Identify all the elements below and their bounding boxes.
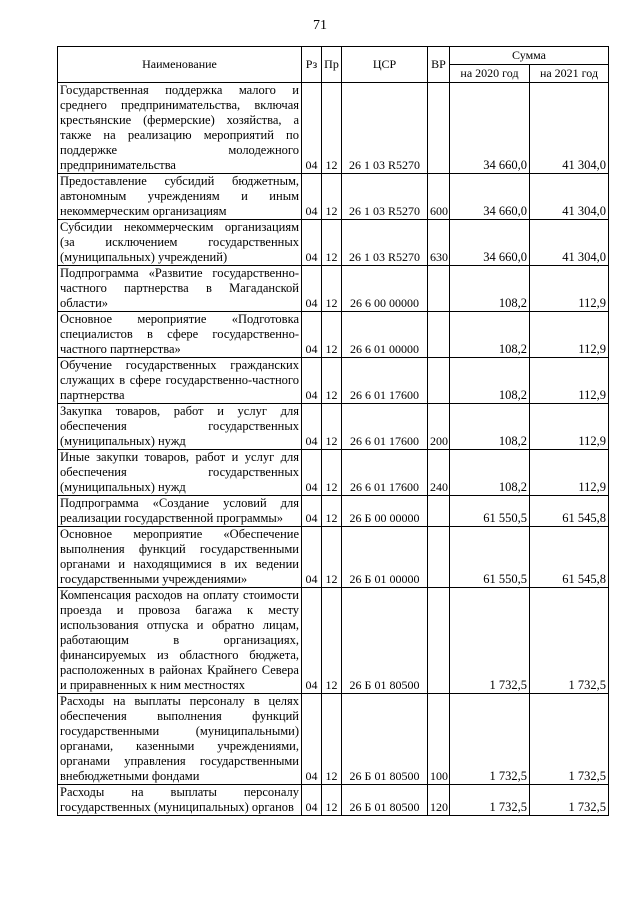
row-sum-2021: 1 732,5	[530, 694, 609, 785]
row-sum-2021: 61 545,8	[530, 527, 609, 588]
row-name: Субсидии некоммерческим организациям (за исключением государственных (муниципальных) учреждений)	[58, 220, 302, 266]
row-vr	[428, 588, 450, 694]
table-row	[58, 220, 609, 266]
row-rz: 04	[302, 266, 322, 312]
row-rz: 04	[302, 785, 322, 816]
row-rz: 04	[302, 527, 322, 588]
row-sum-2020: 108,2	[450, 358, 530, 404]
page-number: 71	[313, 18, 327, 33]
row-sum-2021: 112,9	[530, 266, 609, 312]
row-vr: 120	[428, 785, 450, 816]
row-rz: 04	[302, 174, 322, 220]
table-row	[58, 785, 609, 816]
header-pr: Пр	[322, 47, 342, 83]
row-csr: 26 Б 01 80500	[342, 588, 428, 694]
row-vr	[428, 266, 450, 312]
header-csr: ЦСР	[342, 47, 428, 83]
row-name: Расходы на выплаты персоналу государственных (муниципальных) органов	[58, 785, 302, 816]
header-name: Наименование	[58, 47, 302, 83]
row-csr: 26 6 01 17600	[342, 358, 428, 404]
table-row	[58, 694, 609, 785]
row-sum-2020: 108,2	[450, 404, 530, 450]
row-vr: 200	[428, 404, 450, 450]
row-sum-2021: 1 732,5	[530, 785, 609, 816]
row-sum-2020: 34 660,0	[450, 220, 530, 266]
row-sum-2021: 41 304,0	[530, 174, 609, 220]
table-row	[58, 527, 609, 588]
row-name: Основное мероприятие «Обеспечение выполнения функций государственными органами и находящимися в их ведении государственными учреждениями»	[58, 527, 302, 588]
row-name: Иные закупки товаров, работ и услуг для обеспечения государственных (муниципальных) нужд	[58, 450, 302, 496]
row-sum-2020: 108,2	[450, 266, 530, 312]
row-sum-2021: 61 545,8	[530, 496, 609, 527]
table-row	[58, 266, 609, 312]
budget-table	[57, 46, 609, 816]
row-rz: 04	[302, 404, 322, 450]
row-pr: 12	[322, 358, 342, 404]
row-pr: 12	[322, 404, 342, 450]
row-name: Закупка товаров, работ и услуг для обеспечения государственных (муниципальных) нужд	[58, 404, 302, 450]
row-sum-2021: 112,9	[530, 312, 609, 358]
row-name: Подпрограмма «Развитие государственно-частного партнерства в Магаданской области»	[58, 266, 302, 312]
row-csr: 26 Б 01 00000	[342, 527, 428, 588]
row-sum-2021: 41 304,0	[530, 83, 609, 174]
row-sum-2020: 108,2	[450, 312, 530, 358]
row-sum-2020: 34 660,0	[450, 83, 530, 174]
row-csr: 26 1 03 R5270	[342, 174, 428, 220]
row-vr: 630	[428, 220, 450, 266]
row-rz: 04	[302, 588, 322, 694]
row-csr: 26 6 00 00000	[342, 266, 428, 312]
row-pr: 12	[322, 450, 342, 496]
row-rz: 04	[302, 312, 322, 358]
row-csr: 26 1 03 R5270	[342, 220, 428, 266]
row-vr	[428, 527, 450, 588]
header-year-2020: на 2020 год	[450, 65, 530, 83]
row-sum-2020: 34 660,0	[450, 174, 530, 220]
row-name: Государственная поддержка малого и среднего предпринимательства, включая крестьянские (фермерские) хозяйства, а также на реализацию мероприятий по поддержке молодежного предпринимательства	[58, 83, 302, 174]
row-pr: 12	[322, 588, 342, 694]
row-pr: 12	[322, 174, 342, 220]
row-pr: 12	[322, 496, 342, 527]
row-vr	[428, 312, 450, 358]
row-sum-2021: 41 304,0	[530, 220, 609, 266]
row-sum-2021: 112,9	[530, 358, 609, 404]
row-csr: 26 6 01 00000	[342, 312, 428, 358]
row-name: Расходы на выплаты персоналу в целях обеспечения выполнения функций государственными (муниципальными) органами, казенными учреждениями, органами управления государственными внебюджетными фондами	[58, 694, 302, 785]
row-sum-2020: 1 732,5	[450, 588, 530, 694]
row-vr: 100	[428, 694, 450, 785]
row-pr: 12	[322, 83, 342, 174]
row-pr: 12	[322, 785, 342, 816]
row-name: Предоставление субсидий бюджетным, автономным учреждениям и иным некоммерческим организациям	[58, 174, 302, 220]
header-vr: ВР	[428, 47, 450, 83]
row-rz: 04	[302, 83, 322, 174]
row-rz: 04	[302, 694, 322, 785]
header-year-2021: на 2021 год	[530, 65, 609, 83]
row-sum-2020: 1 732,5	[450, 694, 530, 785]
row-name: Компенсация расходов на оплату стоимости проезда и провоза багажа к месту использования отпуска и обратно лицам, работающим в организациях, финансируемых из областного бюджета, расположенных в районах Крайнего Севера и приравненных к ним местностях	[58, 588, 302, 694]
row-vr	[428, 83, 450, 174]
row-sum-2020: 108,2	[450, 450, 530, 496]
row-vr	[428, 358, 450, 404]
row-vr: 240	[428, 450, 450, 496]
row-csr: 26 Б 01 80500	[342, 785, 428, 816]
table-row	[58, 404, 609, 450]
row-csr: 26 6 01 17600	[342, 450, 428, 496]
row-rz: 04	[302, 496, 322, 527]
row-name: Подпрограмма «Создание условий для реализации государственной программы»	[58, 496, 302, 527]
table-row	[58, 174, 609, 220]
header-sum: Сумма	[450, 47, 609, 65]
row-name: Обучение государственных гражданских служащих в сфере государственно-частного партнерства	[58, 358, 302, 404]
row-sum-2021: 112,9	[530, 404, 609, 450]
table-row	[58, 83, 609, 174]
row-vr	[428, 496, 450, 527]
row-sum-2021: 1 732,5	[530, 588, 609, 694]
table-row	[58, 312, 609, 358]
row-csr: 26 Б 01 80500	[342, 694, 428, 785]
row-sum-2021: 112,9	[530, 450, 609, 496]
row-csr: 26 6 01 17600	[342, 404, 428, 450]
table-row	[58, 358, 609, 404]
row-rz: 04	[302, 358, 322, 404]
table-row	[58, 588, 609, 694]
row-vr: 600	[428, 174, 450, 220]
row-rz: 04	[302, 220, 322, 266]
row-sum-2020: 61 550,5	[450, 527, 530, 588]
row-pr: 12	[322, 220, 342, 266]
row-name: Основное мероприятие «Подготовка специалистов в сфере государственно-частного партнерства»	[58, 312, 302, 358]
row-pr: 12	[322, 694, 342, 785]
header-rz: Рз	[302, 47, 322, 83]
row-sum-2020: 1 732,5	[450, 785, 530, 816]
table-row	[58, 450, 609, 496]
row-csr: 26 1 03 R5270	[342, 83, 428, 174]
table-row	[58, 496, 609, 527]
row-csr: 26 Б 00 00000	[342, 496, 428, 527]
row-pr: 12	[322, 312, 342, 358]
row-sum-2020: 61 550,5	[450, 496, 530, 527]
row-pr: 12	[322, 527, 342, 588]
row-rz: 04	[302, 450, 322, 496]
row-pr: 12	[322, 266, 342, 312]
